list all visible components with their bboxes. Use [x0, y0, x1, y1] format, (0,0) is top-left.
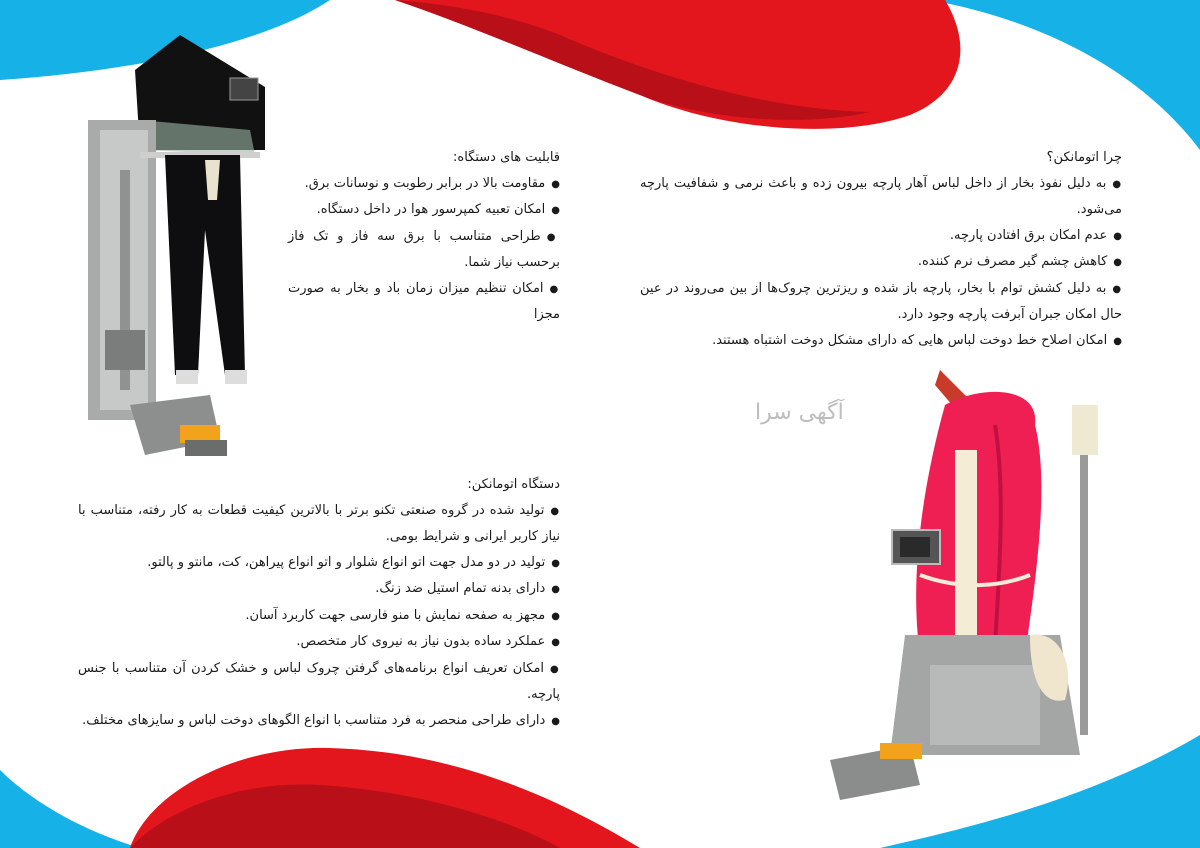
list-item: ● به دلیل کشش توام با بخار، پارچه باز شده و ریزترین چروک‌ها از بین می‌روند در عین حال امکان جبران آبرفت پارچه وجود دارد. — [640, 276, 1122, 328]
list-item: ● عملکرد ساده بدون نیاز به نیروی کار متخصص. — [78, 629, 560, 656]
trouser-finisher-machine-image — [80, 30, 265, 460]
list-item: ● مجهز به صفحه نمایش با منو فارسی جهت کاربرد آسان. — [78, 603, 560, 630]
list-item: ● دارای طراحی منحصر به فرد متناسب با انواع الگوهای دوخت لباس و سایزهای مختلف. — [78, 708, 560, 735]
list-item: ● تولید در دو مدل جهت اتو انواع شلوار و اتو انواع پیراهن، کت، مانتو و پالتو. — [78, 550, 560, 577]
wave-bottom-left-cyan — [0, 770, 140, 848]
list-item: ● به دلیل نفوذ بخار از داخل لباس آهار پارچه بیرون زده و باعث نرمی و شفافیت پارچه می‌شود. — [640, 171, 1122, 223]
list-item: ● تولید شده در گروه صنعتی تکنو برتر با بالاترین کیفیت قطعات به کار رفته، متناسب با نیاز کاربر ایرانی و شرایط بومی. — [78, 498, 560, 550]
capabilities-list — [288, 171, 560, 328]
watermark: آگهی سرا — [755, 400, 844, 425]
list-item: ● عدم امکان برق افتادن پارچه. — [640, 223, 1122, 250]
device-heading: دستگاه اتومانکن: — [467, 477, 560, 492]
list-item: ● امکان اصلاح خط دوخت لباس هایی که دارای مشکل دوخت اشتباه هستند. — [640, 328, 1122, 355]
list-item: ● امکان تنظیم میزان زمان باد و بخار به صورت مجزا — [288, 276, 560, 328]
why-section — [640, 145, 1122, 354]
shirt-finisher-machine-image — [820, 365, 1120, 805]
device-section — [78, 472, 560, 734]
capabilities-heading: قابلیت های دستگاه: — [453, 150, 560, 165]
list-item: ● طراحی متناسب با برق سه فاز و تک فاز برحسب نیاز شما. — [288, 224, 560, 276]
list-item: ● امکان تعبیه کمپرسور هوا در داخل دستگاه. — [288, 197, 560, 224]
why-heading: چرا اتومانکن؟ — [1046, 150, 1122, 165]
why-list — [640, 171, 1122, 355]
list-item: ● مقاومت بالا در برابر رطوبت و نوسانات برق. — [288, 171, 560, 198]
wave-top-right-cyan — [930, 0, 1200, 150]
list-item: ● دارای بدنه تمام استیل ضد زنگ. — [78, 576, 560, 603]
list-item: ● کاهش چشم گیر مصرف نرم کننده. — [640, 249, 1122, 276]
list-item: ● امکان تعریف انواع برنامه‌های گرفتن چروک لباس و خشک کردن آن متناسب با جنس پارچه. — [78, 656, 560, 708]
device-list — [78, 498, 560, 735]
capabilities-section — [288, 145, 560, 328]
